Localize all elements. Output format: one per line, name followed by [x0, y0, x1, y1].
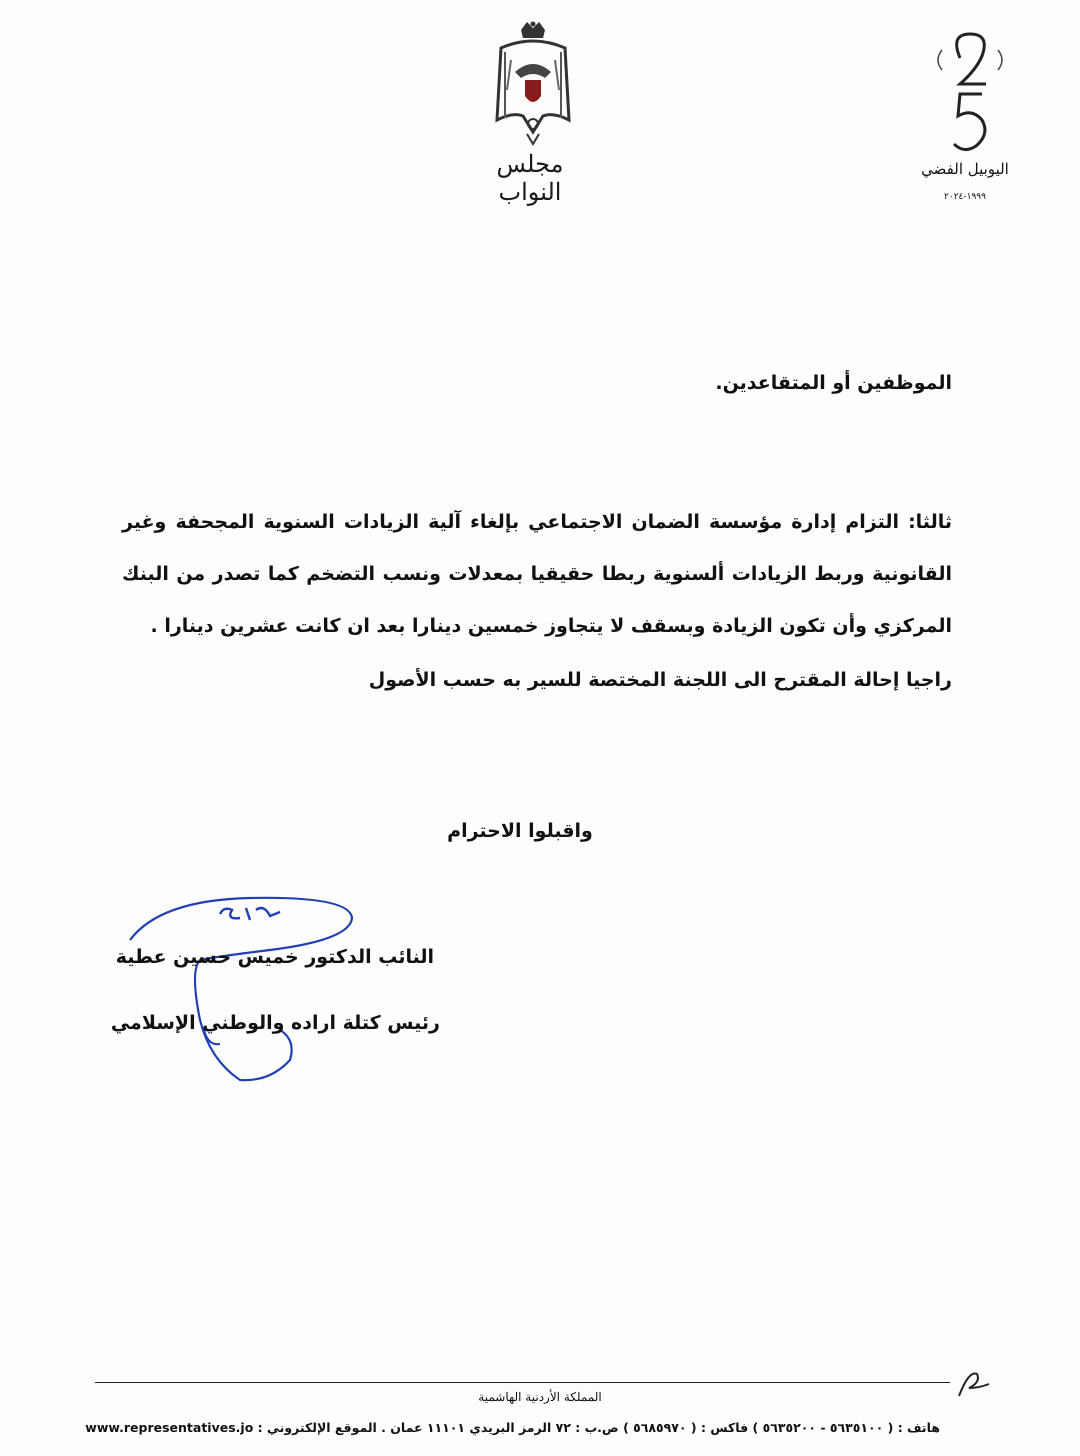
request-text: راجيا إحالة المقترح الى اللجنة المختصة للسير به حسب الأصول: [368, 669, 952, 691]
third-clause-label: ثالثا:: [908, 511, 952, 533]
footer-contact-details: هاتف : ( ٥٦٣٥١٠٠ - ٥٦٣٥٢٠٠ ) فاكس : ( ٥٦٨٥٩٧٠ ) ص.ب : ٧٢ الرمز البريدي ١١١٠١ عمان . الموقع الإلكتروني :: [257, 1420, 940, 1435]
handwritten-signature-icon: [100, 870, 380, 1090]
jubilee-years: ١٩٩٩-٢٠٢٤: [944, 192, 986, 202]
parliament-name: مجلس النواب: [496, 150, 564, 206]
third-clause-text: التزام إدارة مؤسسة الضمان الاجتماعي بإلغاء آلية الزيادات السنوية المجحفة وغير القانونية وربط الزيادات ألسنوية ربطا حقيقيا بمعدلات ونسب التضخم كما تصدر من البنك المركزي وأن تكون الزيادة وبسقف لا يتجاوز خمسين دينارا بعد ان كانت عشرين دينارا .: [122, 511, 952, 637]
jubilee-label: اليوبيل الفضي: [921, 160, 1009, 178]
signer-title: رئيس كتلة اراده والوطني الإسلامي: [110, 1012, 440, 1034]
footer-kingdom-label: المملكة الأردنية الهاشمية: [478, 1390, 602, 1404]
handwritten-initial-icon: [955, 1366, 995, 1402]
signer-name: النائب الدكتور خميس حسين عطية: [115, 946, 434, 968]
third-clause-paragraph: [122, 496, 952, 652]
continuation-line: الموظفين أو المتقاعدين.: [715, 372, 952, 394]
footer-divider: [95, 1382, 950, 1383]
closing-greeting: واقبلوا الاحترام: [447, 820, 593, 842]
footer-website-link[interactable]: www.representatives.jo: [85, 1420, 254, 1435]
footer-contact-line: [85, 1420, 940, 1435]
silver-jubilee-25-icon: [920, 30, 1020, 210]
